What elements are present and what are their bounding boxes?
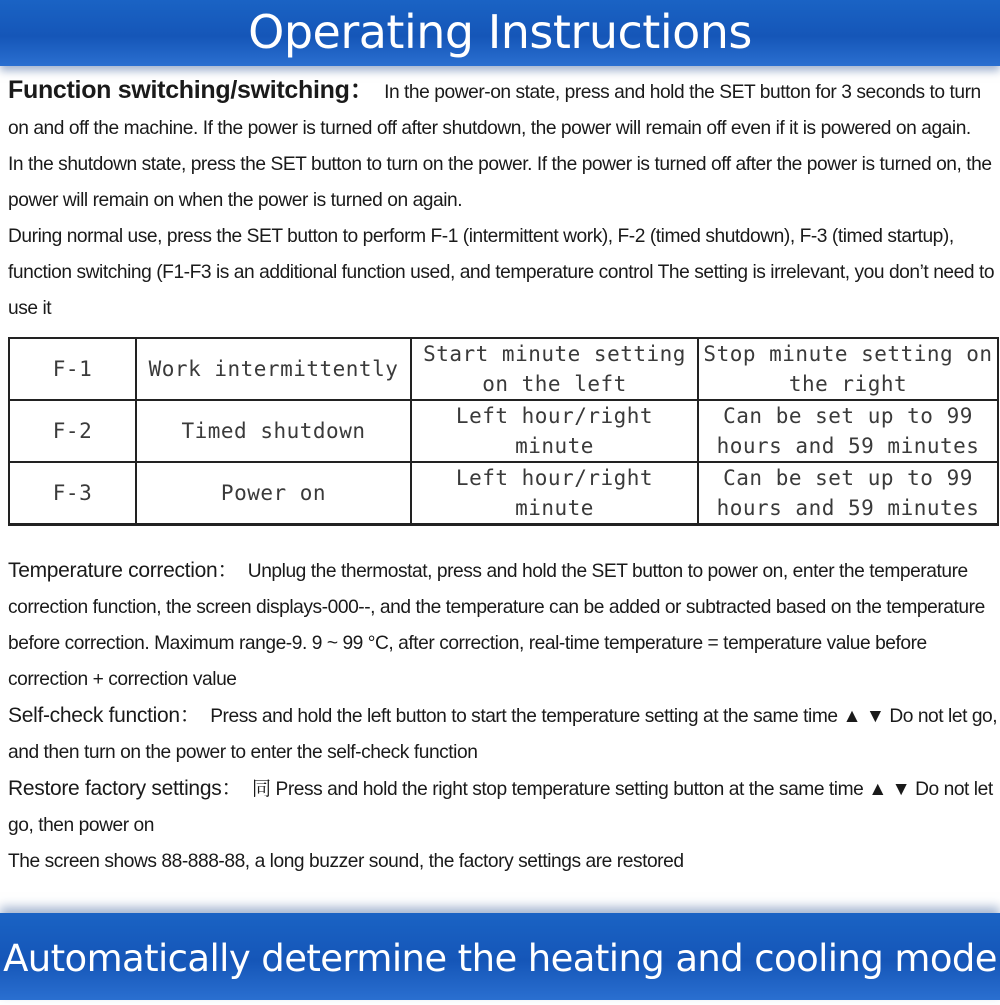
table-cell-right: Stop minute setting on the right [698,338,998,400]
function-switching-paragraph [8,72,998,147]
restore-factory-note: The screen shows 88-888-88, a long buzzer sound, the factory settings are restored [8,851,684,872]
restore-factory-paragraph [8,771,998,844]
temperature-correction-paragraph [8,553,998,698]
self-check-paragraph [8,698,998,771]
table-row [9,338,998,400]
table-cell-code: F-3 [9,462,136,525]
restore-factory-text: 同 Press and hold the right stop temperature setting button at the same time ▲ ▼ Do not let go, then power on [8,779,993,836]
table-cell-code: F-2 [9,400,136,462]
table-row [9,462,998,525]
function-table [8,337,999,526]
table-cell-right: Can be set up to 99 hours and 59 minutes [698,400,998,462]
table-cell-right: Can be set up to 99 hours and 59 minutes [698,462,998,525]
temperature-correction-label: Temperature correction： [8,559,239,582]
table-cell-left: Left hour/right minute [411,400,698,462]
self-check-text: Press and hold the left button to start the temperature setting at the same time ▲ ▼ Do not let go, and then turn on the power to enter the self-check function [8,706,998,763]
function-switching-text-2: In the shutdown state, press the SET button to turn on the power. If the power is turned off after the power is turned on, the power will remain on when the power is turned on again. [8,154,992,211]
function-switching-text-3: During normal use, press the SET button to perform F-1 (intermittent work), F-2 (timed shutdown), F-3 (timed startup), function switching (F1-F3 is an additional function used, and temperature control The setting is irrelevant, you don’t need to use it [8,226,995,319]
function-switching-label: Function switching/switching： [8,76,375,104]
self-check-label: Self-check function： [8,704,201,727]
table-cell-name: Work intermittently [136,338,411,400]
header-banner [0,0,1000,66]
page-title: Operating Instructions [248,5,752,59]
table-cell-code: F-1 [9,338,136,400]
function-table-wrapper [8,337,998,526]
table-cell-name: Power on [136,462,411,525]
table-row [9,400,998,462]
table-cell-left: Start minute setting on the left [411,338,698,400]
table-cell-left: Left hour/right minute [411,462,698,525]
table-cell-name: Timed shutdown [136,400,411,462]
footer-tagline: Automatically determine the heating and cooling mode [3,937,997,980]
temperature-correction-text: Unplug the thermostat, press and hold the SET button to power on, enter the temperature correction function, the screen displays-000--, and the temperature can be added or subtracted based on the temperature before correction. Maximum range-9. 9 ~ 99 °C, after correction, real-time temperature = temperature value before correction + correction value [8,561,985,690]
instructions-content [8,72,998,880]
restore-factory-label: Restore factory settings： [8,777,243,800]
function-switching-text-1: In the power-on state, press and hold the SET button for 3 seconds to turn on and off the machine. If the power is turned off after shutdown, the power will remain off even if it is powered on again. [8,82,981,139]
footer-banner [0,913,1000,1000]
